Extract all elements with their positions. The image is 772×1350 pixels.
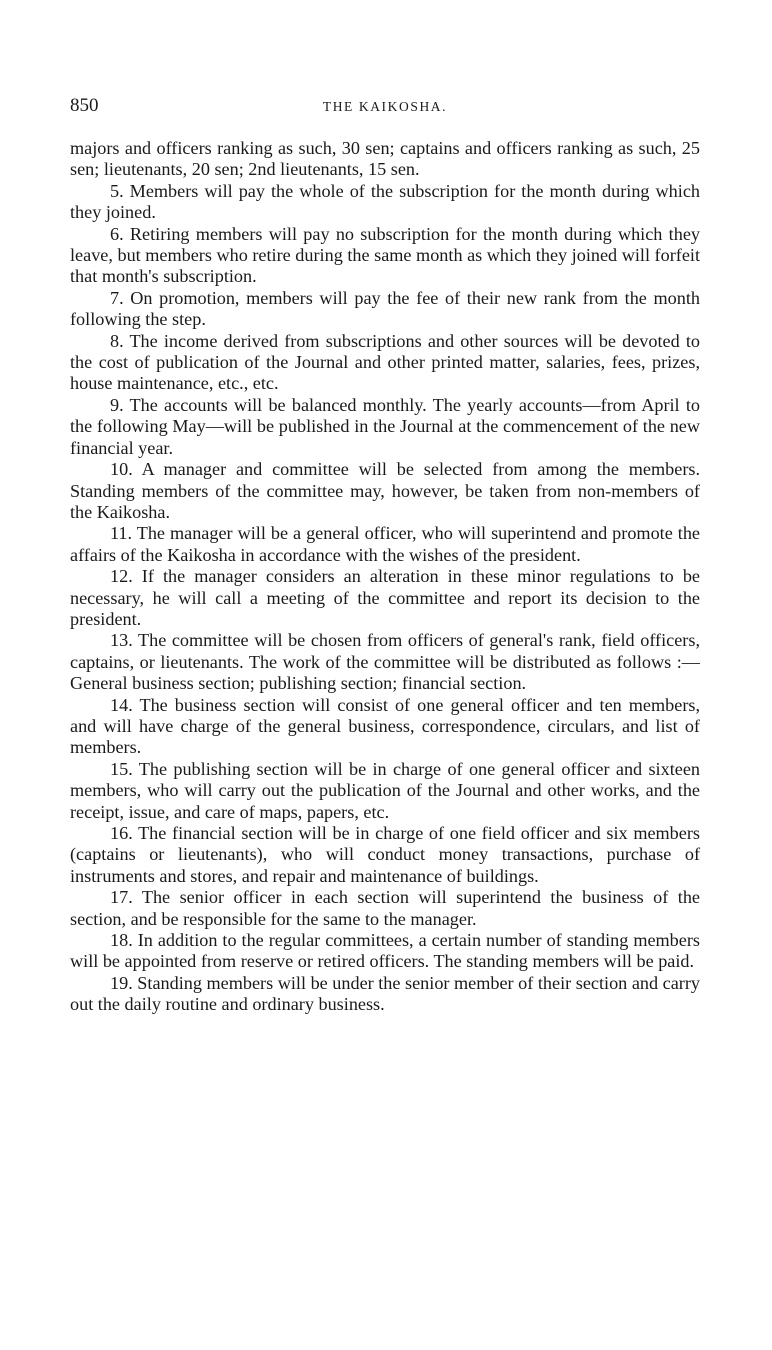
paragraph-6: 6. Retiring members will pay no subscription for the month during which they leave, but members who retire during the same month as which they joined will forfeit that month's subscription.	[70, 223, 700, 287]
paragraph-12: 12. If the manager considers an alteration in these minor regulations to be necessary, he will call a meeting of the committee and report its decision to the president.	[70, 566, 700, 629]
paragraph-8: 8. The income derived from subscriptions and other sources will be devoted to the cost of publication of the Journal and other printed matter, salaries, fees, prizes, house maintenance, etc., etc.	[70, 330, 700, 394]
paragraph-15: 15. The publishing section will be in charge of one general officer and sixteen members, who will carry out the publication of the Journal and other works, and the receipt, issue, and care of maps, papers, etc.	[70, 758, 700, 822]
paragraph-continued: majors and officers ranking as such, 30 sen; captains and officers ranking as such, 25 sen; lieutenants, 20 sen; 2nd lieutenants, 15 sen.	[70, 138, 700, 180]
paragraph-13: 13. The committee will be chosen from officers of general's rank, field officers, captains, or lieutenants. The work of the committee will be distributed as follows :—General business section; publishing section; financial section.	[70, 630, 700, 694]
paragraph-9: 9. The accounts will be balanced monthly. The yearly accounts—from April to the following May—will be published in the Journal at the commencement of the new financial year.	[70, 394, 700, 458]
page-number: 850	[70, 95, 99, 116]
paragraph-19: 19. Standing members will be under the senior member of their section and carry out the daily routine and ordinary business.	[70, 972, 700, 1015]
paragraph-10: 10. A manager and committee will be selected from among the members. Standing members of the committee may, however, be taken from non-members of the Kaikosha.	[70, 459, 700, 522]
paragraph-18: 18. In addition to the regular committees, a certain number of standing members will be appointed from reserve or retired officers. The standing members will be paid.	[70, 930, 700, 972]
paragraph-7: 7. On promotion, members will pay the fee of their new rank from the month following the step.	[70, 287, 700, 330]
paragraph-16: 16. The financial section will be in charge of one field officer and six members (captains or lieutenants), who will conduct money transactions, purchase of instruments and stores, and repair and maintenance of buildings.	[70, 823, 700, 886]
page-header	[70, 94, 700, 118]
paragraph-14: 14. The business section will consist of one general officer and ten members, and will have charge of the general business, correspondence, circulars, and list of members.	[70, 694, 700, 758]
body-text	[70, 138, 700, 1016]
paragraph-11: 11. The manager will be a general officer, who will superintend and promote the affairs of the Kaikosha in accordance with the wishes of the president.	[70, 523, 700, 565]
paragraph-17: 17. The senior officer in each section will superintend the business of the section, and be responsible for the same to the manager.	[70, 887, 700, 929]
running-title: THE KAIKOSHA.	[322, 99, 448, 114]
paragraph-5: 5. Members will pay the whole of the subscription for the month during which they joined.	[70, 180, 700, 223]
